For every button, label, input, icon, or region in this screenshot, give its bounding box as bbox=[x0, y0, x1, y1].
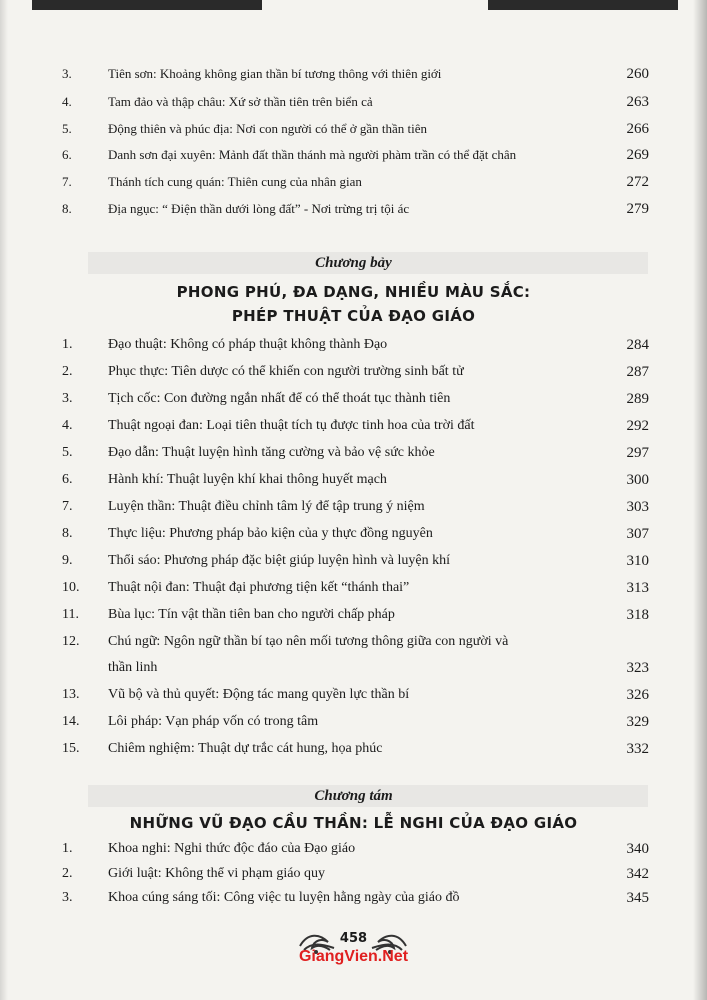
entry-number: 3. bbox=[62, 391, 73, 406]
toc-entry[interactable] bbox=[0, 687, 707, 713]
entry-title: Thổi sáo: Phương pháp đặc biệt giúp luyện hình và luyện khí bbox=[108, 553, 450, 568]
toc-entry[interactable] bbox=[0, 364, 707, 390]
entry-page: 318 bbox=[626, 607, 649, 623]
chapter-label: Chương bảy bbox=[315, 255, 392, 271]
entry-title: Hành khí: Thuật luyện khí khai thông huyết mạch bbox=[108, 472, 387, 487]
entry-number: 6. bbox=[62, 147, 72, 162]
toc-entry[interactable] bbox=[0, 634, 707, 686]
entry-number: 7. bbox=[62, 174, 72, 189]
entry-page: 310 bbox=[626, 553, 649, 569]
toc-entry[interactable] bbox=[0, 174, 707, 200]
toc-entry[interactable] bbox=[0, 445, 707, 471]
entry-page: 292 bbox=[626, 418, 649, 434]
entry-page: 326 bbox=[626, 687, 649, 703]
top-edge-bar-right bbox=[488, 0, 678, 10]
entry-page: 260 bbox=[626, 66, 649, 82]
entry-number: 14. bbox=[62, 714, 80, 729]
page-number: 458 bbox=[339, 931, 368, 946]
entry-title: Bùa lục: Tín vật thần tiên ban cho người chấp pháp bbox=[108, 607, 395, 622]
entry-title: Đạo thuật: Không có pháp thuật không thành Đạo bbox=[108, 337, 388, 352]
entry-number: 4. bbox=[62, 418, 73, 433]
entry-number: 9. bbox=[62, 553, 73, 568]
watermark-text[interactable]: GiangVien.Net bbox=[298, 948, 409, 965]
entry-number: 1. bbox=[62, 337, 73, 352]
entry-title: Thuật ngoại đan: Loại tiên thuật tích tụ được tinh hoa của trời đất bbox=[108, 418, 475, 433]
entry-page: 345 bbox=[626, 890, 649, 906]
entry-title: Động thiên và phúc địa: Nơi con người có thể ở gần thần tiên bbox=[108, 121, 428, 136]
toc-entry[interactable] bbox=[0, 714, 707, 740]
entry-number: 4. bbox=[62, 94, 72, 109]
toc-entry[interactable] bbox=[0, 121, 707, 147]
entry-number: 8. bbox=[62, 526, 73, 541]
entry-title: Khoa nghi: Nghi thức độc đáo của Đạo giáo bbox=[108, 841, 356, 856]
chapter-title-line: PHÉP THUẬT CỦA ĐẠO GIÁO bbox=[231, 307, 476, 325]
toc-entry[interactable] bbox=[0, 66, 707, 92]
entry-number: 12. bbox=[62, 634, 80, 649]
chapter-title-line: NHỮNG VŨ ĐẠO CẦU THẦN: LỄ NGHI CỦA ĐẠO GIÁO bbox=[129, 814, 578, 832]
entry-number: 3. bbox=[62, 66, 72, 81]
entry-page: 266 bbox=[626, 121, 649, 137]
entry-title: Thực liệu: Phương pháp bảo kiện của y thực đồng nguyên bbox=[108, 526, 433, 541]
entry-page: 323 bbox=[626, 660, 649, 676]
toc-entry[interactable] bbox=[0, 890, 707, 916]
chapter-label: Chương tám bbox=[314, 788, 393, 804]
toc-entry[interactable] bbox=[0, 866, 707, 892]
entry-title: Giới luật: Không thể vi phạm giáo quy bbox=[108, 866, 325, 881]
entry-number: 2. bbox=[62, 866, 73, 881]
toc-entry[interactable] bbox=[0, 741, 707, 767]
entry-page: 297 bbox=[626, 445, 649, 461]
entry-page: 300 bbox=[626, 472, 649, 488]
toc-entry[interactable] bbox=[0, 841, 707, 867]
entry-number: 13. bbox=[62, 687, 80, 702]
toc-entry[interactable] bbox=[0, 147, 707, 173]
entry-page: 303 bbox=[626, 499, 649, 515]
entry-page: 289 bbox=[626, 391, 649, 407]
toc-entry[interactable] bbox=[0, 499, 707, 525]
toc-entry[interactable] bbox=[0, 391, 707, 417]
chapter-title-line: PHONG PHÚ, ĐA DẠNG, NHIỀU MÀU SẮC: bbox=[176, 283, 531, 301]
entry-title-continuation: thần linh bbox=[108, 660, 158, 675]
entry-title: Tam đảo và thập châu: Xứ sở thần tiên trên biển cả bbox=[108, 94, 373, 109]
entry-page: 342 bbox=[626, 866, 649, 882]
entry-number: 6. bbox=[62, 472, 73, 487]
entry-title: Chú ngữ: Ngôn ngữ thần bí tạo nên mối tương thông giữa con người và bbox=[108, 634, 509, 649]
entry-page: 287 bbox=[626, 364, 649, 380]
entry-number: 8. bbox=[62, 201, 72, 216]
entry-number: 7. bbox=[62, 499, 73, 514]
entry-page: 332 bbox=[626, 741, 649, 757]
entry-title: Khoa cúng sáng tối: Công việc tu luyện hằng ngày của giáo đồ bbox=[108, 890, 460, 905]
entry-page: 279 bbox=[626, 201, 649, 217]
entry-title: Phục thực: Tiên dược có thể khiến con người trường sinh bất tử bbox=[108, 364, 464, 379]
entry-title: Thánh tích cung quán: Thiên cung của nhân gian bbox=[108, 174, 362, 189]
entry-page: 307 bbox=[626, 526, 649, 542]
toc-entry[interactable] bbox=[0, 337, 707, 363]
entry-number: 15. bbox=[62, 741, 80, 756]
toc-entry[interactable] bbox=[0, 418, 707, 444]
entry-title: Lôi pháp: Vạn pháp vốn có trong tâm bbox=[108, 714, 319, 729]
toc-entry[interactable] bbox=[0, 553, 707, 579]
entry-page: 272 bbox=[626, 174, 649, 190]
entry-title: Vũ bộ và thủ quyết: Động tác mang quyền lực thần bí bbox=[108, 687, 410, 702]
entry-number: 3. bbox=[62, 890, 73, 905]
toc-entry[interactable] bbox=[0, 580, 707, 606]
entry-page: 340 bbox=[626, 841, 649, 857]
entry-title: Chiêm nghiệm: Thuật dự trắc cát hung, họa phúc bbox=[108, 741, 383, 756]
entry-title: Tiên sơn: Khoảng không gian thần bí tương thông với thiên giới bbox=[108, 66, 442, 81]
entry-number: 11. bbox=[62, 607, 79, 622]
entry-title: Luyện thần: Thuật điều chỉnh tâm lý để tập trung ý niệm bbox=[108, 499, 425, 514]
entry-title: Thuật nội đan: Thuật đại phương tiện kết “thánh thai” bbox=[108, 580, 410, 595]
entry-page: 263 bbox=[626, 94, 649, 110]
entry-number: 1. bbox=[62, 841, 73, 856]
entry-title: Tịch cốc: Con đường ngắn nhất để có thể thoát tục thành tiên bbox=[108, 391, 451, 406]
entry-page: 269 bbox=[626, 147, 649, 163]
toc-entry[interactable] bbox=[0, 607, 707, 633]
toc-entry[interactable] bbox=[0, 94, 707, 120]
entry-title: Đạo dẫn: Thuật luyện hình tăng cường và bảo vệ sức khỏe bbox=[108, 445, 435, 460]
entry-title: Địa ngục: “ Điện thần dưới lòng đất” - Nơi trừng trị tội ác bbox=[108, 201, 410, 216]
entry-number: 5. bbox=[62, 445, 73, 460]
toc-entry[interactable] bbox=[0, 201, 707, 227]
entry-page: 313 bbox=[626, 580, 649, 596]
entry-number: 2. bbox=[62, 364, 73, 379]
entry-title: Danh sơn đại xuyên: Mảnh đất thần thánh mà người phàm trần có thể đặt chân bbox=[108, 147, 517, 162]
toc-entry[interactable] bbox=[0, 526, 707, 552]
entry-number: 10. bbox=[62, 580, 80, 595]
entry-number: 5. bbox=[62, 121, 72, 136]
entry-page: 329 bbox=[626, 714, 649, 730]
entry-page: 284 bbox=[626, 337, 649, 353]
top-edge-bar-left bbox=[32, 0, 262, 10]
toc-entry[interactable] bbox=[0, 472, 707, 498]
